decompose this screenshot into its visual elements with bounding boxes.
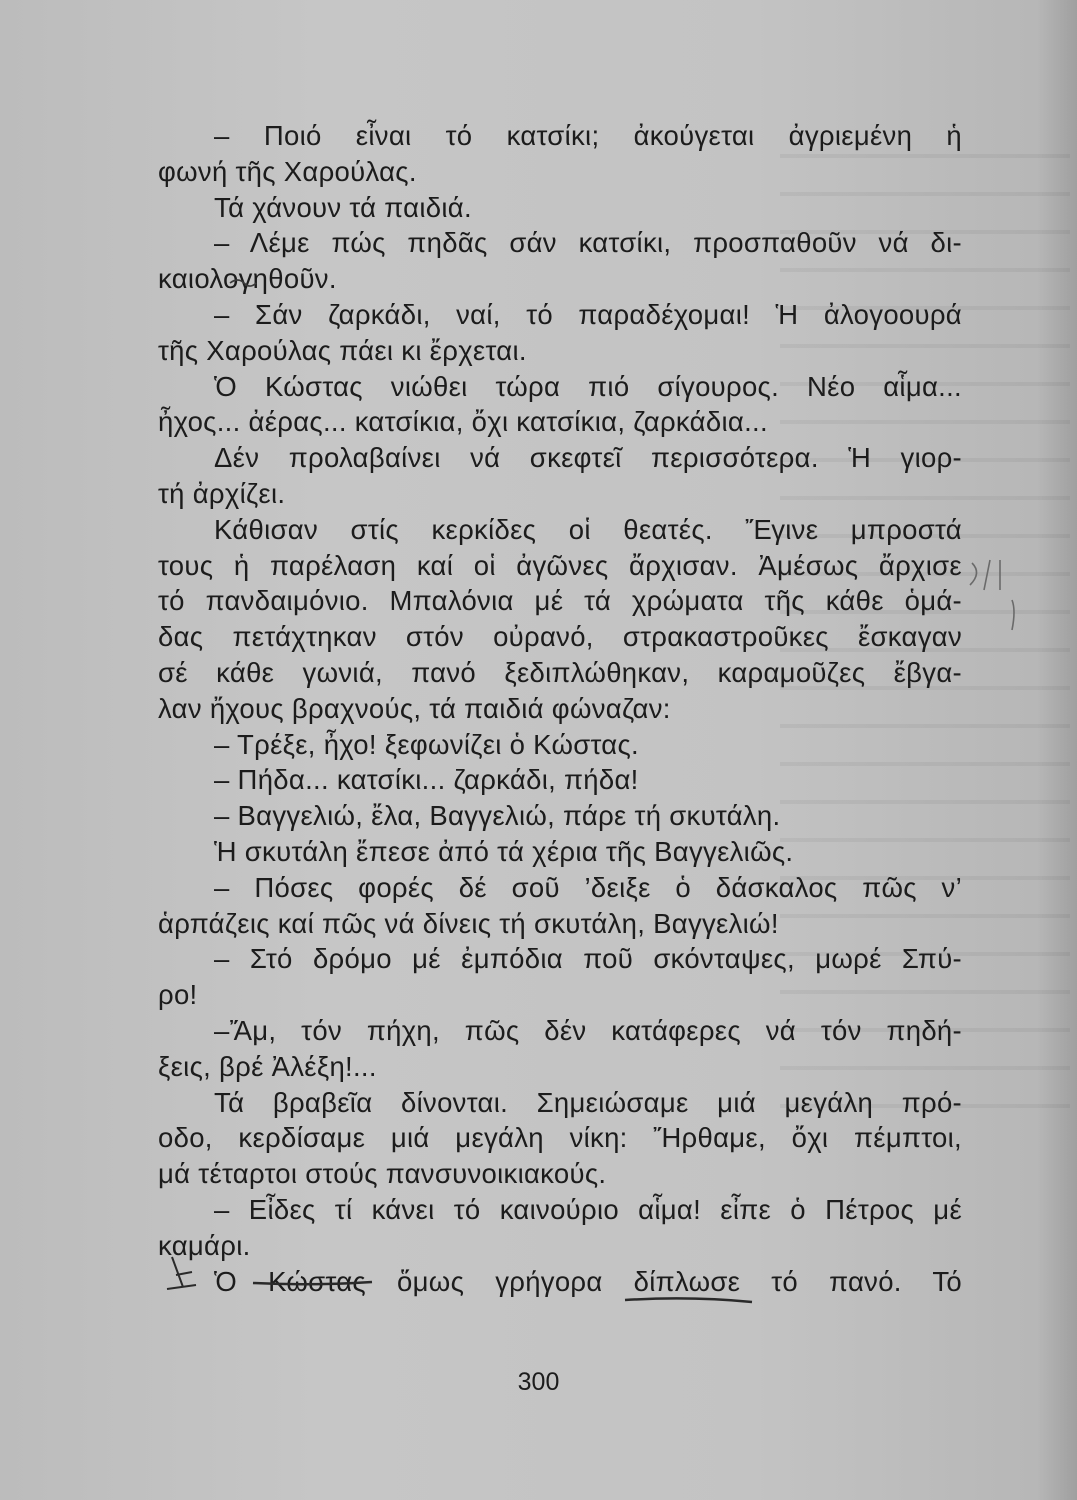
text-line: μά τέταρτοι στούς πανσυνοικιακούς. [158,1158,607,1190]
text-line: ἁρπάζεις καί πῶς νά δίνεις τή σκυτάλη, Βαγγελιώ! [158,907,779,939]
margin-scribble [970,560,1014,630]
text-line: Ὁ Κώστας ὅμως γρήγορα δίπλωσε τό πανό. Τό [214,1265,962,1297]
margin-mark [167,1257,196,1289]
text-line: – Πόσες φορές δέ σοῦ ’δειξε ὁ δάσκαλος πῶς ν’ [214,871,962,903]
text-line: Δέν προλαβαίνει νά σκεφτεῖ περισσότερα. Ἡ γιορ- [214,442,962,474]
text-line: τους ἡ παρέλαση καί οἱ ἀγῶνες ἄρχισαν. Ἀμέσως ἄρχισε [158,549,962,581]
text-line: ξεις, βρέ Ἀλέξη!... [158,1050,377,1082]
text-line: Τά χάνουν τά παιδιά. [214,191,472,223]
pen-underline-right [625,1298,752,1302]
text-line: ρο! [158,979,198,1011]
text-line: καμάρι. [158,1229,251,1261]
correction-mark [230,280,256,286]
text-line: –Ἄμ, τόν πήχη, πῶς δέν κατάφερες νά τόν πηδή- [214,1014,962,1046]
text-line: τή ἀρχίζει. [158,477,286,509]
text-line: Τά βραβεῖα δίνονται. Σημειώσαμε μιά μεγάλη πρό- [214,1086,962,1118]
text-line: λαν ἤχους βραχνούς, τά παιδιά φώναζαν: [158,692,671,724]
text-line: – Στό δρόμο μέ ἐμπόδια ποῦ σκόνταψες, μωρέ Σπύ- [214,943,962,975]
pen-underline-left [253,1282,372,1284]
text-line: ἦχος... ἀέρας... κατσίκια, ὄχι κατσίκια, ζαρκάδια... [158,406,768,438]
text-line: τῆς Χαρούλας πάει κι ἔρχεται. [158,334,527,366]
text-line: – Ποιό εἶναι τό κατσίκι; ἀκούγεται ἀγριεμένη ἡ [214,120,962,151]
text-line: σέ κάθε γωνιά, πανό ξεδιπλώθηκαν, καραμοῦζες ἔβγα- [158,656,962,688]
text-line: τό πανδαιμόνιο. Μπαλόνια μέ τά χρώματα τῆς κάθε ὁμά- [158,585,962,617]
text-line: Ὁ Κώστας νιώθει τώρα πιό σίγουρος. Νέο αἷμα... [214,370,962,402]
text-line: Κάθισαν στίς κερκίδες οἱ θεατές. Ἔγινε μπροστά [214,513,962,545]
text-line: Ἡ σκυτάλη ἔπεσε ἀπό τά χέρια τῆς Βαγγελιῶς. [214,835,794,867]
text-line: – Τρέξε, ἦχο! ξεφωνίζει ὁ Κώστας. [214,728,639,760]
text-line: – Σάν ζαρκάδι, ναί, τό παραδέχομαι! Ἡ ἀλογοουρά [214,298,962,330]
text-line: – Πήδα... κατσίκι... ζαρκάδι, πήδα! [214,764,639,796]
text-line: καιολογηθοῦν. [158,263,337,295]
text-line: δας πετάχτηκαν στόν οὐρανό, στρακαστροῦκες ἔσκαγαν [158,621,962,653]
text-line: – Εἶδες τί κάνει τό καινούριο αἷμα! εἶπε ὁ Πέτρος μέ [214,1193,962,1225]
text-line: οδο, κερδίσαμε μιά μεγάλη νίκη: Ἤρθαμε, ὄχι πέμπτοι, [158,1122,962,1154]
page-number: 300 [517,1368,560,1396]
text-line: – Βαγγελιώ, ἔλα, Βαγγελιώ, πάρε τή σκυτάλη. [214,800,781,832]
text-line: φωνή τῆς Χαρούλας. [158,155,417,187]
text-line: – Λέμε πώς πηδᾶς σάν κατσίκι, προσπαθοῦν νά δι- [214,227,962,259]
